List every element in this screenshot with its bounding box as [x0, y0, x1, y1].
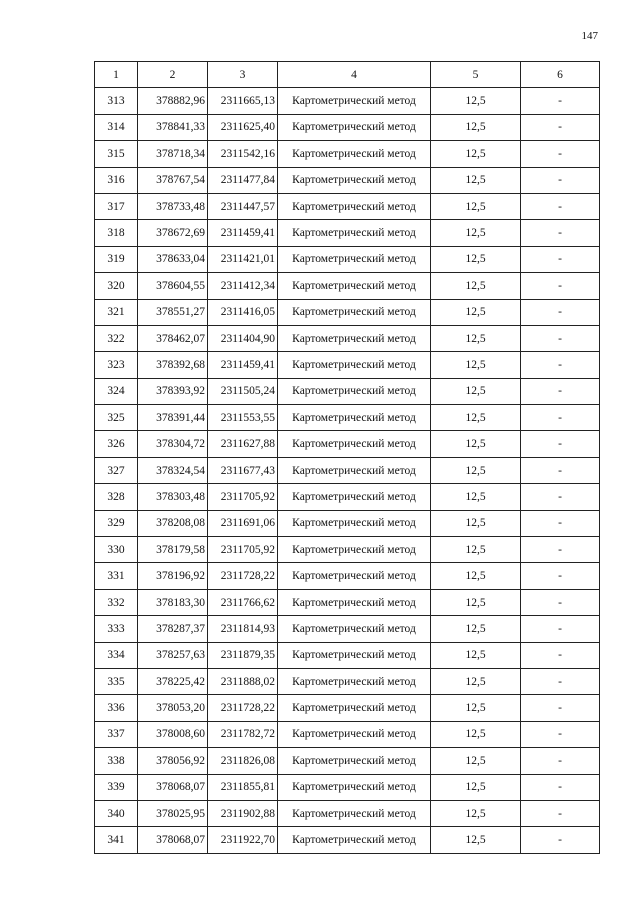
- accuracy-cell: 12,5: [431, 537, 521, 563]
- point-number-cell: 325: [95, 405, 138, 431]
- note-cell: -: [521, 167, 600, 193]
- y-coordinate-cell: 2311542,16: [208, 141, 278, 167]
- method-cell: Картометрический метод: [278, 695, 431, 721]
- note-cell: -: [521, 642, 600, 668]
- x-coordinate-cell: 378462,07: [138, 325, 208, 351]
- accuracy-cell: 12,5: [431, 563, 521, 589]
- method-cell: Картометрический метод: [278, 352, 431, 378]
- note-cell: -: [521, 695, 600, 721]
- method-cell: Картометрический метод: [278, 193, 431, 219]
- note-cell: -: [521, 616, 600, 642]
- x-coordinate-cell: 378257,63: [138, 642, 208, 668]
- accuracy-cell: 12,5: [431, 114, 521, 140]
- y-coordinate-cell: 2311705,92: [208, 484, 278, 510]
- method-cell: Картометрический метод: [278, 589, 431, 615]
- note-cell: -: [521, 193, 600, 219]
- x-coordinate-cell: 378208,08: [138, 510, 208, 536]
- note-cell: -: [521, 273, 600, 299]
- table-row: [95, 668, 600, 694]
- method-cell: Картометрический метод: [278, 774, 431, 800]
- table-row: [95, 800, 600, 826]
- note-cell: -: [521, 405, 600, 431]
- column-header: 6: [521, 62, 600, 88]
- accuracy-cell: 12,5: [431, 774, 521, 800]
- point-number-cell: 335: [95, 668, 138, 694]
- note-cell: -: [521, 352, 600, 378]
- method-cell: Картометрический метод: [278, 325, 431, 351]
- table-row: [95, 431, 600, 457]
- method-cell: Картометрический метод: [278, 378, 431, 404]
- method-cell: Картометрический метод: [278, 642, 431, 668]
- column-header: 1: [95, 62, 138, 88]
- point-number-cell: 313: [95, 88, 138, 114]
- table-row: [95, 616, 600, 642]
- x-coordinate-cell: 378287,37: [138, 616, 208, 642]
- table-row: [95, 299, 600, 325]
- accuracy-cell: 12,5: [431, 800, 521, 826]
- note-cell: -: [521, 563, 600, 589]
- accuracy-cell: 12,5: [431, 748, 521, 774]
- y-coordinate-cell: 2311421,01: [208, 246, 278, 272]
- method-cell: Картометрический метод: [278, 721, 431, 747]
- point-number-cell: 341: [95, 827, 138, 853]
- note-cell: -: [521, 325, 600, 351]
- accuracy-cell: 12,5: [431, 616, 521, 642]
- accuracy-cell: 12,5: [431, 352, 521, 378]
- y-coordinate-cell: 2311855,81: [208, 774, 278, 800]
- y-coordinate-cell: 2311691,06: [208, 510, 278, 536]
- point-number-cell: 334: [95, 642, 138, 668]
- note-cell: -: [521, 114, 600, 140]
- note-cell: -: [521, 589, 600, 615]
- accuracy-cell: 12,5: [431, 431, 521, 457]
- table-body: [95, 88, 600, 853]
- y-coordinate-cell: 2311728,22: [208, 563, 278, 589]
- note-cell: -: [521, 220, 600, 246]
- accuracy-cell: 12,5: [431, 299, 521, 325]
- note-cell: -: [521, 88, 600, 114]
- accuracy-cell: 12,5: [431, 273, 521, 299]
- method-cell: Картометрический метод: [278, 246, 431, 272]
- table-row: [95, 405, 600, 431]
- accuracy-cell: 12,5: [431, 510, 521, 536]
- point-number-cell: 331: [95, 563, 138, 589]
- y-coordinate-cell: 2311705,92: [208, 537, 278, 563]
- method-cell: Картометрический метод: [278, 827, 431, 853]
- point-number-cell: 327: [95, 457, 138, 483]
- x-coordinate-cell: 378304,72: [138, 431, 208, 457]
- y-coordinate-cell: 2311459,41: [208, 352, 278, 378]
- y-coordinate-cell: 2311677,43: [208, 457, 278, 483]
- accuracy-cell: 12,5: [431, 378, 521, 404]
- note-cell: -: [521, 457, 600, 483]
- method-cell: Картометрический метод: [278, 457, 431, 483]
- table-row: [95, 721, 600, 747]
- table-row: [95, 457, 600, 483]
- accuracy-cell: 12,5: [431, 141, 521, 167]
- x-coordinate-cell: 378068,07: [138, 827, 208, 853]
- point-number-cell: 336: [95, 695, 138, 721]
- note-cell: -: [521, 827, 600, 853]
- table-row: [95, 246, 600, 272]
- method-cell: Картометрический метод: [278, 299, 431, 325]
- point-number-cell: 321: [95, 299, 138, 325]
- coordinates-table: [94, 61, 600, 854]
- accuracy-cell: 12,5: [431, 695, 521, 721]
- table-row: [95, 589, 600, 615]
- y-coordinate-cell: 2311902,88: [208, 800, 278, 826]
- point-number-cell: 320: [95, 273, 138, 299]
- point-number-cell: 328: [95, 484, 138, 510]
- accuracy-cell: 12,5: [431, 827, 521, 853]
- table-row: [95, 378, 600, 404]
- table-row: [95, 167, 600, 193]
- accuracy-cell: 12,5: [431, 246, 521, 272]
- table-row: [95, 748, 600, 774]
- table-row: [95, 827, 600, 853]
- accuracy-cell: 12,5: [431, 325, 521, 351]
- method-cell: Картометрический метод: [278, 273, 431, 299]
- method-cell: Картометрический метод: [278, 668, 431, 694]
- x-coordinate-cell: 378604,55: [138, 273, 208, 299]
- accuracy-cell: 12,5: [431, 167, 521, 193]
- column-header: 5: [431, 62, 521, 88]
- note-cell: -: [521, 668, 600, 694]
- x-coordinate-cell: 378056,92: [138, 748, 208, 774]
- point-number-cell: 316: [95, 167, 138, 193]
- x-coordinate-cell: 378841,33: [138, 114, 208, 140]
- y-coordinate-cell: 2311553,55: [208, 405, 278, 431]
- accuracy-cell: 12,5: [431, 88, 521, 114]
- y-coordinate-cell: 2311477,84: [208, 167, 278, 193]
- x-coordinate-cell: 378633,04: [138, 246, 208, 272]
- point-number-cell: 339: [95, 774, 138, 800]
- x-coordinate-cell: 378392,68: [138, 352, 208, 378]
- table-row: [95, 510, 600, 536]
- method-cell: Картометрический метод: [278, 220, 431, 246]
- point-number-cell: 314: [95, 114, 138, 140]
- method-cell: Картометрический метод: [278, 510, 431, 536]
- x-coordinate-cell: 378324,54: [138, 457, 208, 483]
- method-cell: Картометрический метод: [278, 405, 431, 431]
- y-coordinate-cell: 2311766,62: [208, 589, 278, 615]
- x-coordinate-cell: 378196,92: [138, 563, 208, 589]
- note-cell: -: [521, 748, 600, 774]
- y-coordinate-cell: 2311404,90: [208, 325, 278, 351]
- note-cell: -: [521, 774, 600, 800]
- note-cell: -: [521, 800, 600, 826]
- point-number-cell: 338: [95, 748, 138, 774]
- y-coordinate-cell: 2311782,72: [208, 721, 278, 747]
- accuracy-cell: 12,5: [431, 484, 521, 510]
- accuracy-cell: 12,5: [431, 193, 521, 219]
- table-row: [95, 537, 600, 563]
- y-coordinate-cell: 2311412,34: [208, 273, 278, 299]
- method-cell: Картометрический метод: [278, 484, 431, 510]
- y-coordinate-cell: 2311416,05: [208, 299, 278, 325]
- accuracy-cell: 12,5: [431, 589, 521, 615]
- x-coordinate-cell: 378767,54: [138, 167, 208, 193]
- table-header-row: [95, 62, 600, 88]
- x-coordinate-cell: 378068,07: [138, 774, 208, 800]
- accuracy-cell: 12,5: [431, 668, 521, 694]
- table-row: [95, 273, 600, 299]
- x-coordinate-cell: 378179,58: [138, 537, 208, 563]
- accuracy-cell: 12,5: [431, 721, 521, 747]
- accuracy-cell: 12,5: [431, 642, 521, 668]
- column-header: 4: [278, 62, 431, 88]
- x-coordinate-cell: 378303,48: [138, 484, 208, 510]
- y-coordinate-cell: 2311728,22: [208, 695, 278, 721]
- method-cell: Картометрический метод: [278, 800, 431, 826]
- method-cell: Картометрический метод: [278, 537, 431, 563]
- y-coordinate-cell: 2311459,41: [208, 220, 278, 246]
- x-coordinate-cell: 378733,48: [138, 193, 208, 219]
- table-row: [95, 484, 600, 510]
- table-row: [95, 114, 600, 140]
- method-cell: Картометрический метод: [278, 114, 431, 140]
- x-coordinate-cell: 378672,69: [138, 220, 208, 246]
- accuracy-cell: 12,5: [431, 457, 521, 483]
- table-row: [95, 352, 600, 378]
- method-cell: Картометрический метод: [278, 141, 431, 167]
- column-header: 2: [138, 62, 208, 88]
- y-coordinate-cell: 2311879,35: [208, 642, 278, 668]
- point-number-cell: 319: [95, 246, 138, 272]
- column-header: 3: [208, 62, 278, 88]
- x-coordinate-cell: 378025,95: [138, 800, 208, 826]
- point-number-cell: 329: [95, 510, 138, 536]
- x-coordinate-cell: 378225,42: [138, 668, 208, 694]
- y-coordinate-cell: 2311814,93: [208, 616, 278, 642]
- x-coordinate-cell: 378053,20: [138, 695, 208, 721]
- y-coordinate-cell: 2311505,24: [208, 378, 278, 404]
- method-cell: Картометрический метод: [278, 748, 431, 774]
- y-coordinate-cell: 2311888,02: [208, 668, 278, 694]
- point-number-cell: 337: [95, 721, 138, 747]
- method-cell: Картометрический метод: [278, 616, 431, 642]
- point-number-cell: 340: [95, 800, 138, 826]
- table-row: [95, 325, 600, 351]
- note-cell: -: [521, 378, 600, 404]
- point-number-cell: 315: [95, 141, 138, 167]
- method-cell: Картометрический метод: [278, 563, 431, 589]
- table-row: [95, 88, 600, 114]
- point-number-cell: 317: [95, 193, 138, 219]
- y-coordinate-cell: 2311447,57: [208, 193, 278, 219]
- y-coordinate-cell: 2311922,70: [208, 827, 278, 853]
- x-coordinate-cell: 378551,27: [138, 299, 208, 325]
- point-number-cell: 324: [95, 378, 138, 404]
- note-cell: -: [521, 246, 600, 272]
- point-number-cell: 330: [95, 537, 138, 563]
- method-cell: Картометрический метод: [278, 431, 431, 457]
- note-cell: -: [521, 721, 600, 747]
- accuracy-cell: 12,5: [431, 405, 521, 431]
- table-row: [95, 642, 600, 668]
- method-cell: Картометрический метод: [278, 167, 431, 193]
- point-number-cell: 323: [95, 352, 138, 378]
- point-number-cell: 322: [95, 325, 138, 351]
- table-row: [95, 695, 600, 721]
- point-number-cell: 333: [95, 616, 138, 642]
- table-row: [95, 220, 600, 246]
- table-row: [95, 141, 600, 167]
- point-number-cell: 332: [95, 589, 138, 615]
- note-cell: -: [521, 537, 600, 563]
- y-coordinate-cell: 2311826,08: [208, 748, 278, 774]
- y-coordinate-cell: 2311665,13: [208, 88, 278, 114]
- table-row: [95, 774, 600, 800]
- accuracy-cell: 12,5: [431, 220, 521, 246]
- method-cell: Картометрический метод: [278, 88, 431, 114]
- point-number-cell: 326: [95, 431, 138, 457]
- note-cell: -: [521, 510, 600, 536]
- x-coordinate-cell: 378718,34: [138, 141, 208, 167]
- note-cell: -: [521, 484, 600, 510]
- x-coordinate-cell: 378393,92: [138, 378, 208, 404]
- point-number-cell: 318: [95, 220, 138, 246]
- note-cell: -: [521, 299, 600, 325]
- table-row: [95, 193, 600, 219]
- y-coordinate-cell: 2311625,40: [208, 114, 278, 140]
- table-row: [95, 563, 600, 589]
- x-coordinate-cell: 378008,60: [138, 721, 208, 747]
- page-number: 147: [581, 30, 598, 42]
- note-cell: -: [521, 431, 600, 457]
- x-coordinate-cell: 378183,30: [138, 589, 208, 615]
- note-cell: -: [521, 141, 600, 167]
- x-coordinate-cell: 378882,96: [138, 88, 208, 114]
- x-coordinate-cell: 378391,44: [138, 405, 208, 431]
- y-coordinate-cell: 2311627,88: [208, 431, 278, 457]
